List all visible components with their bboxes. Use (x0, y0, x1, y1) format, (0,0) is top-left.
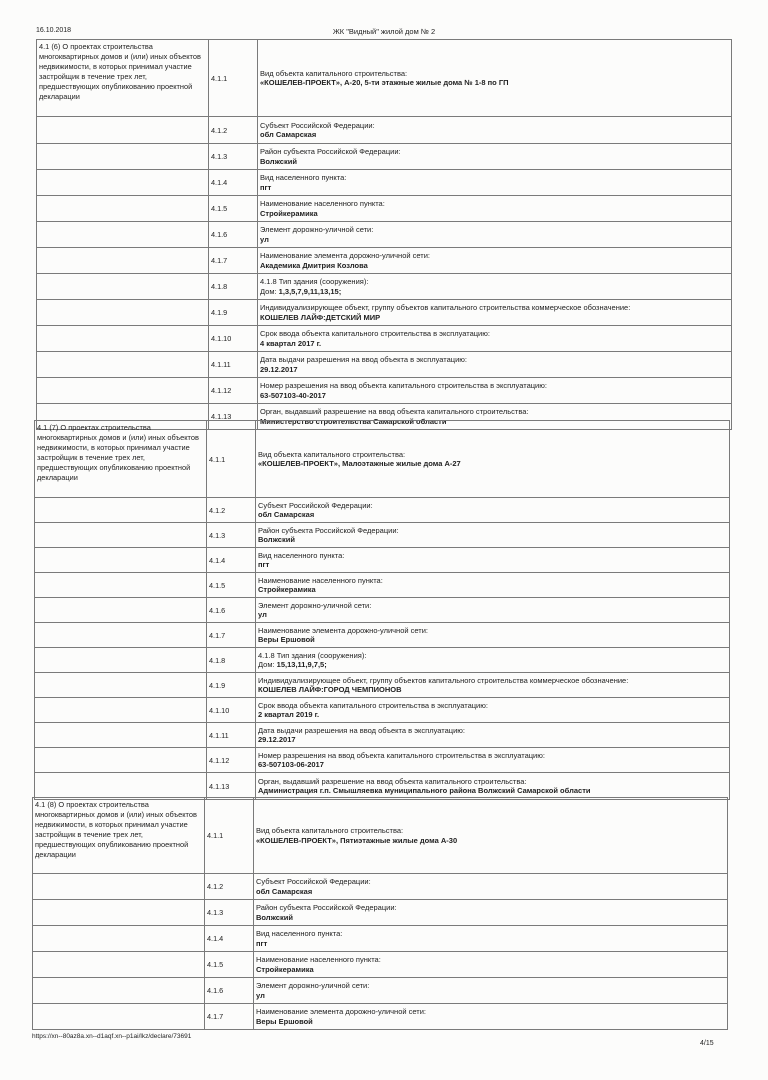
section-title (33, 926, 205, 952)
item-value-cell (256, 773, 730, 800)
item-number: 4.1.12 (207, 748, 256, 773)
item-label: Наименование элемента дорожно-уличной сети: (260, 251, 431, 260)
table-row (33, 798, 728, 874)
section-title (37, 326, 209, 352)
table-row (35, 748, 730, 773)
table-row (35, 421, 730, 498)
item-number: 4.1.6 (209, 222, 258, 248)
item-label: Наименование населенного пункта: (260, 199, 385, 208)
item-label: Вид населенного пункта: (260, 173, 347, 182)
table-row (35, 773, 730, 800)
table-row (37, 326, 732, 352)
item-number: 4.1.1 (205, 798, 254, 874)
item-value: 4 квартал 2017 г. (260, 338, 322, 348)
item-value-cell (256, 698, 730, 723)
table-row (37, 144, 732, 170)
item-label: Вид объекта капитального строительства: (258, 449, 406, 459)
item-value-cell (258, 144, 732, 170)
item-value-cell (258, 300, 732, 326)
item-value-cell (256, 498, 730, 523)
table-row (37, 248, 732, 274)
table-row (35, 573, 730, 598)
item-value-cell (254, 900, 728, 926)
table-row (35, 698, 730, 723)
item-value: Волжский (256, 912, 293, 922)
item-value-cell (256, 623, 730, 648)
item-label: Срок ввода объекта капитального строительства в эксплуатацию: (258, 700, 488, 710)
item-number: 4.1.3 (209, 144, 258, 170)
item-value: Стройкерамика (260, 208, 318, 218)
item-number: 4.1.2 (209, 117, 258, 144)
item-value: 15,13,11,9,7,5; (276, 660, 327, 669)
item-value: «КОШЕЛЕВ-ПРОЕКТ», Пятиэтажные жилые дома А-30 (256, 835, 458, 845)
item-value: Веры Ершовой (256, 1016, 313, 1026)
page-url: https://xn--80az8a.xn--d1aqf.xn--p1ai/lkz/declare/73691 (32, 1033, 192, 1040)
section-title (35, 548, 207, 573)
table-row (35, 598, 730, 623)
table-row (37, 352, 732, 378)
item-label: Индивидуализирующее объект, группу объектов капитального строительства коммерческое обозначение: (260, 303, 631, 312)
item-number: 4.1.4 (207, 548, 256, 573)
item-value-cell (256, 598, 730, 623)
item-value: Стройкерамика (258, 585, 316, 594)
item-value: обл Самарская (256, 886, 313, 896)
item-number: 4.1.2 (205, 874, 254, 900)
item-label: Наименование населенного пункта: (256, 955, 381, 964)
section-title (35, 598, 207, 623)
item-value-cell (256, 421, 730, 498)
item-value-cell (258, 117, 732, 144)
item-label: Элемент дорожно-уличной сети: (256, 981, 370, 990)
section-title (37, 144, 209, 170)
item-value-cell (254, 952, 728, 978)
item-value-cell (258, 40, 732, 117)
section-title (35, 723, 207, 748)
item-value: 2 квартал 2019 г. (258, 710, 320, 719)
item-label: Район субъекта Российской Федерации: (258, 525, 399, 535)
item-value: ул (260, 234, 269, 244)
table-row (37, 378, 732, 404)
item-number: 4.1.3 (207, 523, 256, 548)
section-title (33, 900, 205, 926)
item-number: 4.1.9 (207, 673, 256, 698)
item-number: 4.1.7 (205, 1004, 254, 1030)
item-value: пгт (256, 938, 268, 948)
item-number: 4.1.11 (207, 723, 256, 748)
table-row (33, 900, 728, 926)
section-title: 4.1 (6) О проектах строительства многоквартирных домов и (или) иных объектов недвижимости, в которых принимал участие застройщик в течение трех лет, предшествующих опубликованию проектной декларации (37, 40, 209, 117)
item-value: Академика Дмитрия Козлова (260, 260, 368, 270)
section-title (33, 978, 205, 1004)
item-value-cell (254, 798, 728, 874)
item-prefix: Дом: (258, 660, 275, 669)
item-value-cell (258, 248, 732, 274)
item-value: 63-507103-06-2017 (258, 760, 324, 769)
item-label: Вид объекта капитального строительства: (256, 826, 404, 835)
section-title (35, 573, 207, 598)
section-title: 4.1 (8) О проектах строительства многоквартирных домов и (или) иных объектов недвижимости, в которых принимал участие застройщик в течение трех лет, предшествующих опубликованию проектной декларации (33, 798, 205, 874)
item-value: Министерство строительства Самарской области (260, 416, 447, 426)
item-number: 4.1.8 (209, 274, 258, 300)
item-value: обл Самарская (258, 510, 315, 519)
item-number: 4.1.3 (205, 900, 254, 926)
item-label: Дата выдачи разрешения на ввод объекта в эксплуатацию: (258, 725, 465, 735)
item-value-cell (258, 326, 732, 352)
table-row (35, 548, 730, 573)
item-label: Вид объекта капитального строительства: (260, 68, 408, 78)
item-number: 4.1.8 (207, 648, 256, 673)
item-label: 4.1.8 Тип здания (сооружения): (258, 650, 367, 660)
item-value-cell (256, 723, 730, 748)
item-value: обл Самарская (260, 130, 317, 139)
item-value-cell (256, 548, 730, 573)
item-value: 29.12.2017 (258, 735, 296, 744)
section-title (37, 248, 209, 274)
item-number: 4.1.10 (209, 326, 258, 352)
table-row (35, 623, 730, 648)
item-number: 4.1.5 (205, 952, 254, 978)
item-number: 4.1.10 (207, 698, 256, 723)
section-title (35, 748, 207, 773)
item-value: Веры Ершовой (258, 635, 315, 644)
item-number: 4.1.13 (209, 404, 258, 430)
item-value-cell (256, 648, 730, 673)
page-title: ЖК "Видный" жилой дом № 2 (332, 27, 436, 36)
table-row (35, 673, 730, 698)
item-label: Дата выдачи разрешения на ввод объекта в эксплуатацию: (260, 355, 467, 364)
item-value-cell (256, 673, 730, 698)
item-value: пгт (260, 182, 272, 192)
item-value-cell (254, 978, 728, 1004)
item-value-cell (258, 352, 732, 378)
item-number: 4.1.1 (207, 421, 256, 498)
item-number: 4.1.4 (205, 926, 254, 952)
item-label: Субъект Российской Федерации: (256, 877, 371, 886)
item-label: Район субъекта Российской Федерации: (260, 147, 401, 156)
item-label: Наименование элемента дорожно-уличной сети: (258, 625, 429, 635)
table-row (35, 648, 730, 673)
section-title (35, 673, 207, 698)
table-row (33, 874, 728, 900)
item-label: Субъект Российской Федерации: (260, 120, 375, 130)
item-number: 4.1.6 (205, 978, 254, 1004)
item-value: 1,3,5,7,9,11,13,15; (278, 286, 342, 296)
item-value: 63-507103-40-2017 (260, 390, 326, 400)
item-value: КОШЕЛЕВ ЛАЙФ:ДЕТСКИЙ МИР (260, 312, 381, 322)
item-value: ул (256, 990, 265, 1000)
item-number: 4.1.1 (209, 40, 258, 117)
section-title (33, 1004, 205, 1030)
item-number: 4.1.9 (209, 300, 258, 326)
table-row (33, 952, 728, 978)
section-title (35, 648, 207, 673)
item-value: «КОШЕЛЕВ-ПРОЕКТ», А-20, 5-ти этажные жилые дома № 1-8 по ГП (260, 78, 509, 87)
item-value: пгт (258, 560, 270, 569)
section-title (37, 300, 209, 326)
declaration-block-8 (32, 797, 728, 1030)
item-number: 4.1.13 (207, 773, 256, 800)
item-number: 4.1.4 (209, 170, 258, 196)
item-value: ул (258, 610, 267, 619)
item-value-cell (258, 274, 732, 300)
item-label: Индивидуализирующее объект, группу объектов капитального строительства коммерческое обозначение: (258, 675, 629, 685)
item-label: Наименование населенного пункта: (258, 575, 383, 585)
item-value-cell (258, 222, 732, 248)
item-label: Элемент дорожно-уличной сети: (260, 225, 374, 234)
section-title (37, 274, 209, 300)
item-number: 4.1.6 (207, 598, 256, 623)
item-value-cell (254, 926, 728, 952)
item-value: «КОШЕЛЕВ-ПРОЕКТ», Малоэтажные жилые дома А-27 (258, 459, 461, 468)
item-value-cell (258, 378, 732, 404)
table-row (37, 300, 732, 326)
table-row (37, 117, 732, 144)
item-label: Орган, выдавший разрешение на ввод объекта капитального строительства: (258, 776, 527, 786)
section-title (35, 773, 207, 800)
item-label: Вид населенного пункта: (256, 929, 343, 938)
item-number: 4.1.2 (207, 498, 256, 523)
item-value-cell (254, 1004, 728, 1030)
section-title (35, 623, 207, 648)
item-value-cell (254, 874, 728, 900)
table-row (35, 723, 730, 748)
item-label: Элемент дорожно-уличной сети: (258, 600, 372, 610)
item-value-cell (256, 523, 730, 548)
section-title (37, 352, 209, 378)
table-row (33, 926, 728, 952)
section-title (37, 196, 209, 222)
table-row (37, 274, 732, 300)
item-value: Стройкерамика (256, 964, 314, 974)
item-number: 4.1.11 (209, 352, 258, 378)
item-value-cell (258, 170, 732, 196)
item-label: Субъект Российской Федерации: (258, 500, 373, 510)
item-value: Администрация г.п. Смышляевка муниципального района Волжский Самарской области (258, 786, 591, 795)
item-label: Наименование элемента дорожно-уличной сети: (256, 1007, 427, 1016)
item-number: 4.1.5 (207, 573, 256, 598)
table-row (37, 170, 732, 196)
table-row (37, 196, 732, 222)
section-title: 4.1 (7) О проектах строительства многоквартирных домов и (или) иных объектов недвижимости, в которых принимал участие застройщик в течение трех лет, предшествующих опубликованию проектной декларации (35, 421, 207, 498)
item-label: Район субъекта Российской Федерации: (256, 903, 397, 912)
item-value: Волжский (258, 535, 295, 544)
section-title (37, 117, 209, 144)
item-label: Вид населенного пункта: (258, 550, 345, 560)
section-title (33, 952, 205, 978)
section-title (35, 498, 207, 523)
item-number: 4.1.5 (209, 196, 258, 222)
section-title (33, 874, 205, 900)
item-label: 4.1.8 Тип здания (сооружения): (260, 277, 369, 286)
table-row (33, 978, 728, 1004)
item-prefix: Дом: (260, 286, 277, 296)
table-row (35, 523, 730, 548)
item-value-cell (258, 196, 732, 222)
item-value: Волжский (260, 156, 297, 166)
table-row (33, 1004, 728, 1030)
item-number: 4.1.7 (207, 623, 256, 648)
item-label: Срок ввода объекта капитального строительства в эксплуатацию: (260, 329, 490, 338)
item-value: 29.12.2017 (260, 364, 298, 374)
item-value-cell (256, 748, 730, 773)
section-title (37, 222, 209, 248)
item-number: 4.1.7 (209, 248, 258, 274)
section-title (35, 523, 207, 548)
item-label: Орган, выдавший разрешение на ввод объекта капитального строительства: (260, 407, 529, 416)
declaration-block-7 (34, 420, 730, 800)
table-row (37, 40, 732, 117)
section-title (35, 698, 207, 723)
table-row (37, 222, 732, 248)
item-value-cell (256, 573, 730, 598)
section-title (37, 170, 209, 196)
item-label: Номер разрешения на ввод объекта капитального строительства в эксплуатацию: (260, 381, 547, 390)
item-number: 4.1.12 (209, 378, 258, 404)
declaration-block-6 (36, 39, 732, 430)
table-row (35, 498, 730, 523)
section-title (37, 378, 209, 404)
item-value: КОШЕЛЕВ ЛАЙФ:ГОРОД ЧЕМПИОНОВ (258, 685, 402, 694)
page-number: 4/15 (700, 1040, 714, 1047)
item-label: Номер разрешения на ввод объекта капитального строительства в эксплуатацию: (258, 750, 545, 760)
page-date: 16.10.2018 (36, 27, 72, 34)
